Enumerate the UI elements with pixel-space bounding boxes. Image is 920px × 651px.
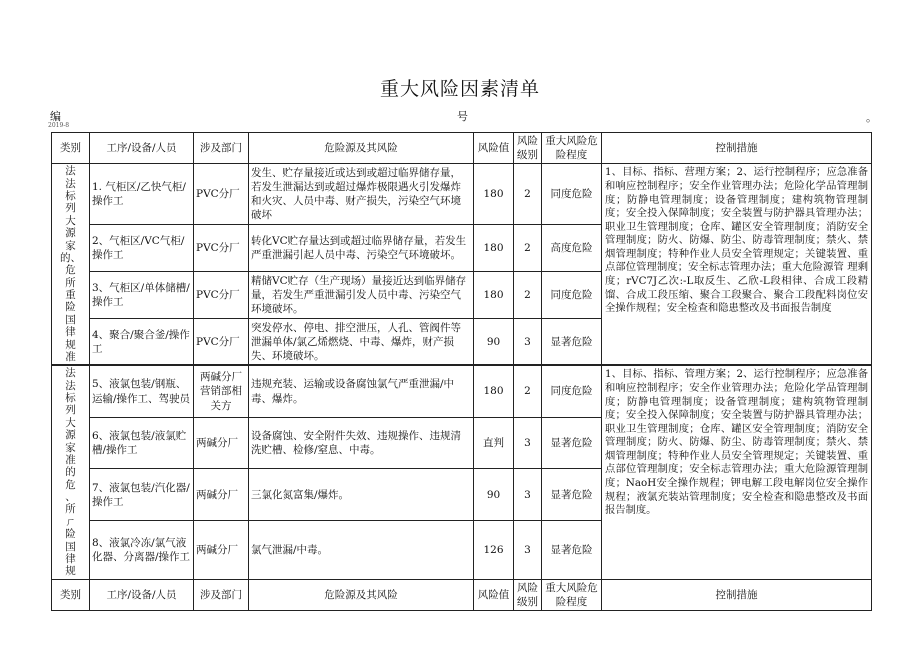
- header-degree: 重大风险危险程度: [542, 133, 602, 164]
- process-cell: 3、气柜区/单体储槽/操作工: [90, 271, 194, 318]
- header-risk-level: 风险级别: [514, 579, 542, 610]
- page-title: 重大风险因素清单: [379, 78, 540, 100]
- table-row: [52, 164, 872, 224]
- hazard-cell: 突发停水、停电、排空泄压，人孔、管阀件等泄漏单体/氯乙烯燃烧、中毒、爆炸，财产损失、环境破坏。: [249, 319, 474, 365]
- degree-cell: 显著危险: [542, 417, 602, 469]
- header-risk-value: 风险值: [474, 579, 514, 610]
- header-measures: 控制措施: [602, 133, 872, 164]
- risk-value-cell: 126: [474, 521, 514, 579]
- risk-value-cell: 90: [474, 469, 514, 521]
- department-cell: 两碱分厂营销部相关方: [194, 365, 249, 417]
- category-cell-group-2: 法 法 标 列 大 源 家 准 的 危 、 所 ㄏ 险 国 律 规: [52, 365, 90, 579]
- risk-value-cell: 180: [474, 164, 514, 224]
- process-cell: 5、液氯包装/钢瓶、运输/操作工、驾驶员: [90, 365, 194, 417]
- table-header-row: [52, 133, 872, 164]
- document-number-label: 编: [50, 110, 61, 123]
- department-cell: 两碱分厂: [194, 521, 249, 579]
- header-process: 工序/设备/人员: [90, 579, 194, 610]
- header-risk-level: 风险级别: [514, 133, 542, 164]
- risk-value-cell: 180: [474, 224, 514, 271]
- table-footer-header-row: [52, 579, 872, 610]
- header-department: 涉及部门: [194, 579, 249, 610]
- document-date-note: 2019-8: [48, 122, 70, 129]
- department-cell: PVC分厂: [194, 224, 249, 271]
- end-mark: 。: [866, 111, 877, 124]
- risk-level-cell: 3: [514, 521, 542, 579]
- table-row: [52, 365, 872, 417]
- header-hazard: 危险源及其风险: [249, 579, 474, 610]
- header-department: 涉及部门: [194, 133, 249, 164]
- category-cell-group-1: 法 法 标 列 大 源 家 的、 危 所 重 险 国 律 规 准: [52, 164, 90, 366]
- measures-cell-group-2: 1、目标、指标、管理方案；2、运行控制程序；应急准备和响应控制程序；安全作业管理办法；危险化学品管理制度；防静电管理制度；设备管理制度；建构筑物管理制度；安全投入保障制度；安全装置与防护器具管理办法；职业卫生管理制度；仓库、罐区安全管理制度；消防安全管理制度；防火、防爆、防尘、防毒管理制度；禁火、禁烟管理制度；特种作业人员安全管理规定；关键装置、重点部位管理制度；安全标志管理办法；重大危险源管理制度；NaoH安全操作规程；钾电解工段电解岗位安全操作规程；液氯充装站管理制度；安全检查和隐患整改及书面报告制度。: [602, 365, 872, 579]
- header-hazard: 危险源及其风险: [249, 133, 474, 164]
- hazard-cell: 精储VC贮存（生产现场）量接近达到临界储存量，若发生严重泄漏引发人员中毒、污染空气环境破坏。: [249, 271, 474, 318]
- header-category: 类别: [52, 133, 90, 164]
- hazard-cell: 三氯化氮富集/爆炸。: [249, 469, 474, 521]
- measures-cell-group-1: 1、目标、指标、营理方案；2、运行控制程序；应急准备和响应控制程序；安全作业管理办法；危险化学品管理制度；防静电管理制度；设备管理制度；建构筑物管理制度；安全投入保障制度；安全装置与防护器具管理办法；职业卫生管理制度；仓库、罐区安全管理制度；消防安全管理制度；防火、防爆、防尘、防毒管理制度；禁火、禁烟管理制度；特种作业人员安全管理规定；关键装置、重点部位管理制度；安全标志管理办法；重大危险源管 理剩度；rVC7J乙次:-L取反生、乙欣-L段相律、合成工段精馏、合成工段压缩、聚合工段聚合、聚合工段配料岗位安全操作规程；安全检查和隐患整改及书面报告制度: [602, 164, 872, 366]
- hazard-cell: 违规充装、运输或设备腐蚀氯气严重泄漏/中毒、爆炸。: [249, 365, 474, 417]
- risk-level-cell: 2: [514, 365, 542, 417]
- risk-value-cell: 180: [474, 365, 514, 417]
- risk-level-cell: 3: [514, 319, 542, 365]
- risk-level-cell: 3: [514, 417, 542, 469]
- degree-cell: 同度危险: [542, 164, 602, 224]
- process-cell: 2、气柜区/VC气柜/操作工: [90, 224, 194, 271]
- hazard-cell: 发生、贮存量接近或达到或超过临界储存量，若发生泄漏达到或超过爆炸极限遇火引发爆炸和火灾、人员中毒、财产损失，污染空气环境破坏: [249, 164, 474, 224]
- header-process: 工序/设备/人员: [90, 133, 194, 164]
- degree-cell: 同度危险: [542, 365, 602, 417]
- department-cell: PVC分厂: [194, 164, 249, 224]
- risk-table: [51, 132, 872, 611]
- risk-value-cell: 180: [474, 271, 514, 318]
- process-cell: 8、液氯冷冻/氯气液化器、分离器/操作工: [90, 521, 194, 579]
- process-cell: 1. 气柜区/乙快气柜/操作工: [90, 164, 194, 224]
- header-category: 类别: [52, 579, 90, 610]
- hazard-cell: 转化VC贮存量达到或超过临界储存量，若发生严重泄漏引起人员中毒、污染空气环境破坏。: [249, 224, 474, 271]
- header-degree: 重大风险危险程度: [542, 579, 602, 610]
- risk-level-cell: 2: [514, 164, 542, 224]
- degree-cell: 显著危险: [542, 521, 602, 579]
- degree-cell: 显著危险: [542, 319, 602, 365]
- number-label: 号: [457, 110, 468, 123]
- risk-level-cell: 3: [514, 469, 542, 521]
- degree-cell: 同度危险: [542, 271, 602, 318]
- process-cell: 4、聚合/聚合釜/操作工: [90, 319, 194, 365]
- hazard-cell: 设备腐蚀、安全附件失效、违规操作、违规清洗贮槽、检修/窒息、中毒。: [249, 417, 474, 469]
- hazard-cell: 氯气泄漏/中毒。: [249, 521, 474, 579]
- process-cell: 6、液氯包装/液氯贮槽/操作工: [90, 417, 194, 469]
- department-cell: 两碱分厂: [194, 417, 249, 469]
- department-cell: PVC分厂: [194, 271, 249, 318]
- risk-level-cell: 2: [514, 271, 542, 318]
- degree-cell: 高度危险: [542, 224, 602, 271]
- header-measures: 控制措施: [602, 579, 872, 610]
- process-cell: 7、液氯包装/汽化器/操作工: [90, 469, 194, 521]
- degree-cell: 显著危险: [542, 469, 602, 521]
- header-risk-value: 风险值: [474, 133, 514, 164]
- department-cell: PVC分厂: [194, 319, 249, 365]
- risk-level-cell: 2: [514, 224, 542, 271]
- risk-value-cell: 直判: [474, 417, 514, 469]
- risk-value-cell: 90: [474, 319, 514, 365]
- department-cell: 两碱分厂: [194, 469, 249, 521]
